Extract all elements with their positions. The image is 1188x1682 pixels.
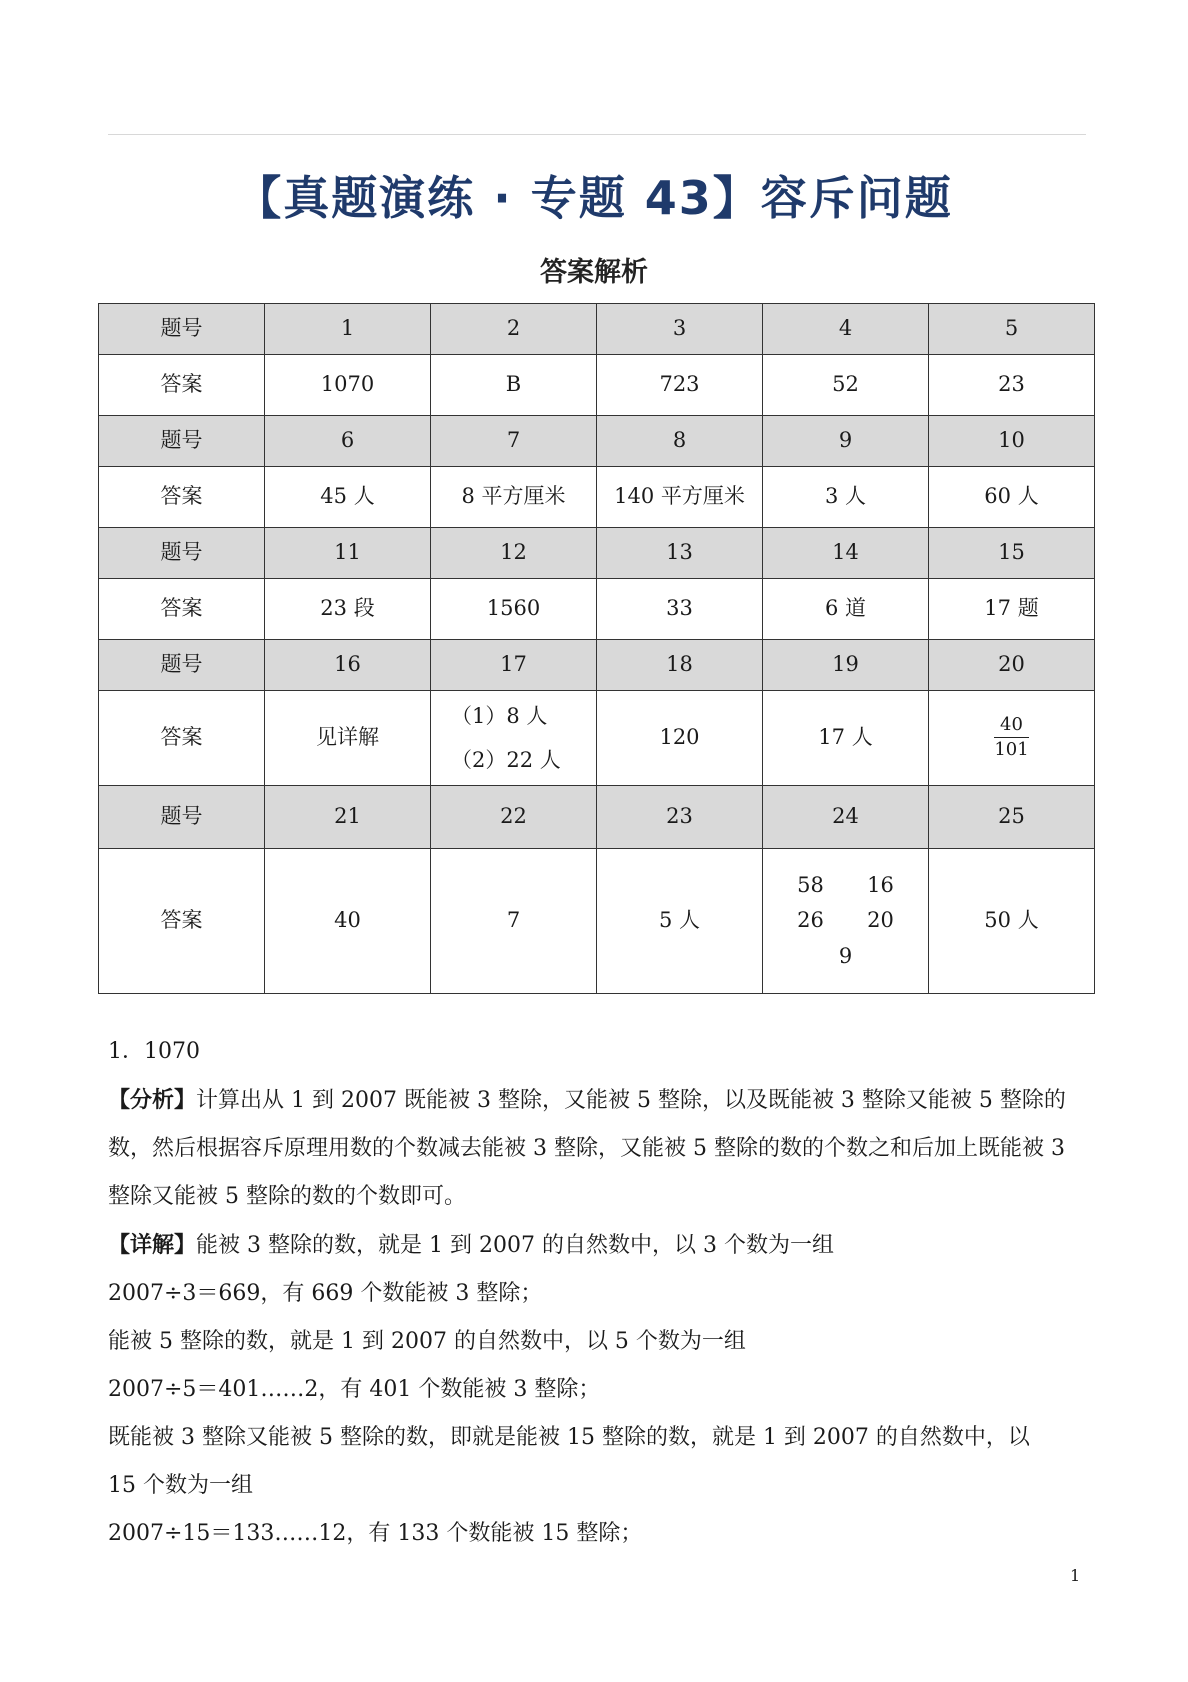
solution-line: 2007÷5＝401……2，有 401 个数能被 3 整除； (108, 1377, 601, 1402)
answer-cell: 1560 (431, 579, 597, 640)
row-header-label: 题号 (99, 786, 265, 849)
q24-value: 16 (867, 873, 894, 898)
question-number: 16 (265, 640, 431, 691)
row-answer-label: 答案 (99, 691, 265, 786)
solution-body (108, 1028, 1088, 1558)
page-number: 1 (1070, 1566, 1081, 1585)
answer-cell: 见详解 (265, 691, 431, 786)
answer-cell: 120 (597, 691, 763, 786)
question-number: 17 (431, 640, 597, 691)
answer-cell: 140 平方厘米 (597, 467, 763, 528)
solution-heading: 1．1070 (108, 1039, 200, 1064)
question-number: 3 (597, 304, 763, 355)
fraction (994, 715, 1028, 760)
row-answer-label: 答案 (99, 849, 265, 994)
question-number: 15 (929, 528, 1095, 579)
answer-cell: 1070 (265, 355, 431, 416)
table-row (99, 691, 1095, 786)
answer-cell: B (431, 355, 597, 416)
question-number: 9 (763, 416, 929, 467)
table-row (99, 467, 1095, 528)
question-number: 18 (597, 640, 763, 691)
question-number: 10 (929, 416, 1095, 467)
question-number: 7 (431, 416, 597, 467)
question-number: 11 (265, 528, 431, 579)
row-header-label: 题号 (99, 640, 265, 691)
answer-cell: 6 道 (763, 579, 929, 640)
fraction-numerator: 40 (994, 715, 1028, 738)
q24-number-grid (763, 873, 928, 969)
row-answer-label: 答案 (99, 467, 265, 528)
table-row (99, 640, 1095, 691)
answer-cell: 17 题 (929, 579, 1095, 640)
row-header-label: 题号 (99, 416, 265, 467)
question-number: 21 (265, 786, 431, 849)
answer-cell: 52 (763, 355, 929, 416)
answer-cell-q24 (763, 849, 929, 994)
answer-cell: 60 人 (929, 467, 1095, 528)
row-answer-label: 答案 (99, 355, 265, 416)
question-number: 14 (763, 528, 929, 579)
answer-table (98, 303, 1095, 994)
solution-line: 2007÷15＝133……12，有 133 个数能被 15 整除； (108, 1521, 643, 1546)
table-row (99, 416, 1095, 467)
row-header-label: 题号 (99, 528, 265, 579)
table-row (99, 786, 1095, 849)
answer-cell: 17 人 (763, 691, 929, 786)
answer-cell: 33 (597, 579, 763, 640)
answer-cell-q17 (431, 691, 597, 786)
question-number: 2 (431, 304, 597, 355)
q17-part-1: （1）8 人 (451, 704, 548, 728)
table-row (99, 849, 1095, 994)
question-number: 13 (597, 528, 763, 579)
question-number: 23 (597, 786, 763, 849)
row-answer-label: 答案 (99, 579, 265, 640)
detail-text: 能被 3 整除的数，就是 1 到 2007 的自然数中，以 3 个数为一组 (196, 1233, 834, 1258)
table-row (99, 579, 1095, 640)
fraction-denominator: 101 (994, 738, 1029, 760)
question-number: 8 (597, 416, 763, 467)
answer-cell-q20 (929, 691, 1095, 786)
answer-cell: 8 平方厘米 (431, 467, 597, 528)
answer-cell: 40 (265, 849, 431, 994)
question-number: 25 (929, 786, 1095, 849)
answer-cell: 723 (597, 355, 763, 416)
solution-line: 15 个数为一组 (108, 1473, 253, 1498)
analysis-paragraph (108, 1076, 1088, 1221)
q24-value: 20 (867, 908, 894, 933)
answer-cell: 7 (431, 849, 597, 994)
solution-line: 能被 5 整除的数，就是 1 到 2007 的自然数中，以 5 个数为一组 (108, 1329, 746, 1354)
question-number: 12 (431, 528, 597, 579)
question-number: 6 (265, 416, 431, 467)
solution-line: 既能被 3 整除又能被 5 整除的数，即就是能被 15 整除的数，就是 1 到 2007 的自然数中，以 (108, 1425, 1030, 1450)
header-rule (108, 134, 1086, 135)
q17-part-2: （2）22 人 (451, 748, 561, 772)
q24-value: 58 (797, 873, 824, 898)
table-row (99, 355, 1095, 416)
question-number: 24 (763, 786, 929, 849)
table-row (99, 304, 1095, 355)
analysis-text: 计算出从 1 到 2007 既能被 3 整除，又能被 5 整除，以及既能被 3 整除又能被 5 整除的数，然后根据容斥原理用数的个数减去能被 3 整除，又能被 5 整除的数的个数之和后加上既能被 3 整除又能被 5 整除的数的个数即可。 (108, 1088, 1066, 1209)
solution-line: 2007÷3＝669，有 669 个数能被 3 整除； (108, 1281, 543, 1306)
detail-tag: 【详解】 (108, 1232, 197, 1258)
answer-cell: 23 (929, 355, 1095, 416)
q24-value: 9 (838, 943, 853, 968)
answer-cell: 45 人 (265, 467, 431, 528)
answer-cell: 23 段 (265, 579, 431, 640)
analysis-tag: 【分析】 (108, 1087, 197, 1113)
answer-cell: 5 人 (597, 849, 763, 994)
q24-value: 26 (797, 908, 824, 933)
answer-cell: 3 人 (763, 467, 929, 528)
question-number: 5 (929, 304, 1095, 355)
question-number: 22 (431, 786, 597, 849)
table-row (99, 528, 1095, 579)
page-title: 【真题演练 · 专题 43】容斥问题 (235, 171, 953, 225)
question-number: 4 (763, 304, 929, 355)
detail-paragraph (108, 1221, 1088, 1270)
answer-cell: 50 人 (929, 849, 1095, 994)
question-number: 1 (265, 304, 431, 355)
row-header-label: 题号 (99, 304, 265, 355)
question-number: 19 (763, 640, 929, 691)
page-subtitle: 答案解析 (540, 257, 648, 288)
question-number: 20 (929, 640, 1095, 691)
